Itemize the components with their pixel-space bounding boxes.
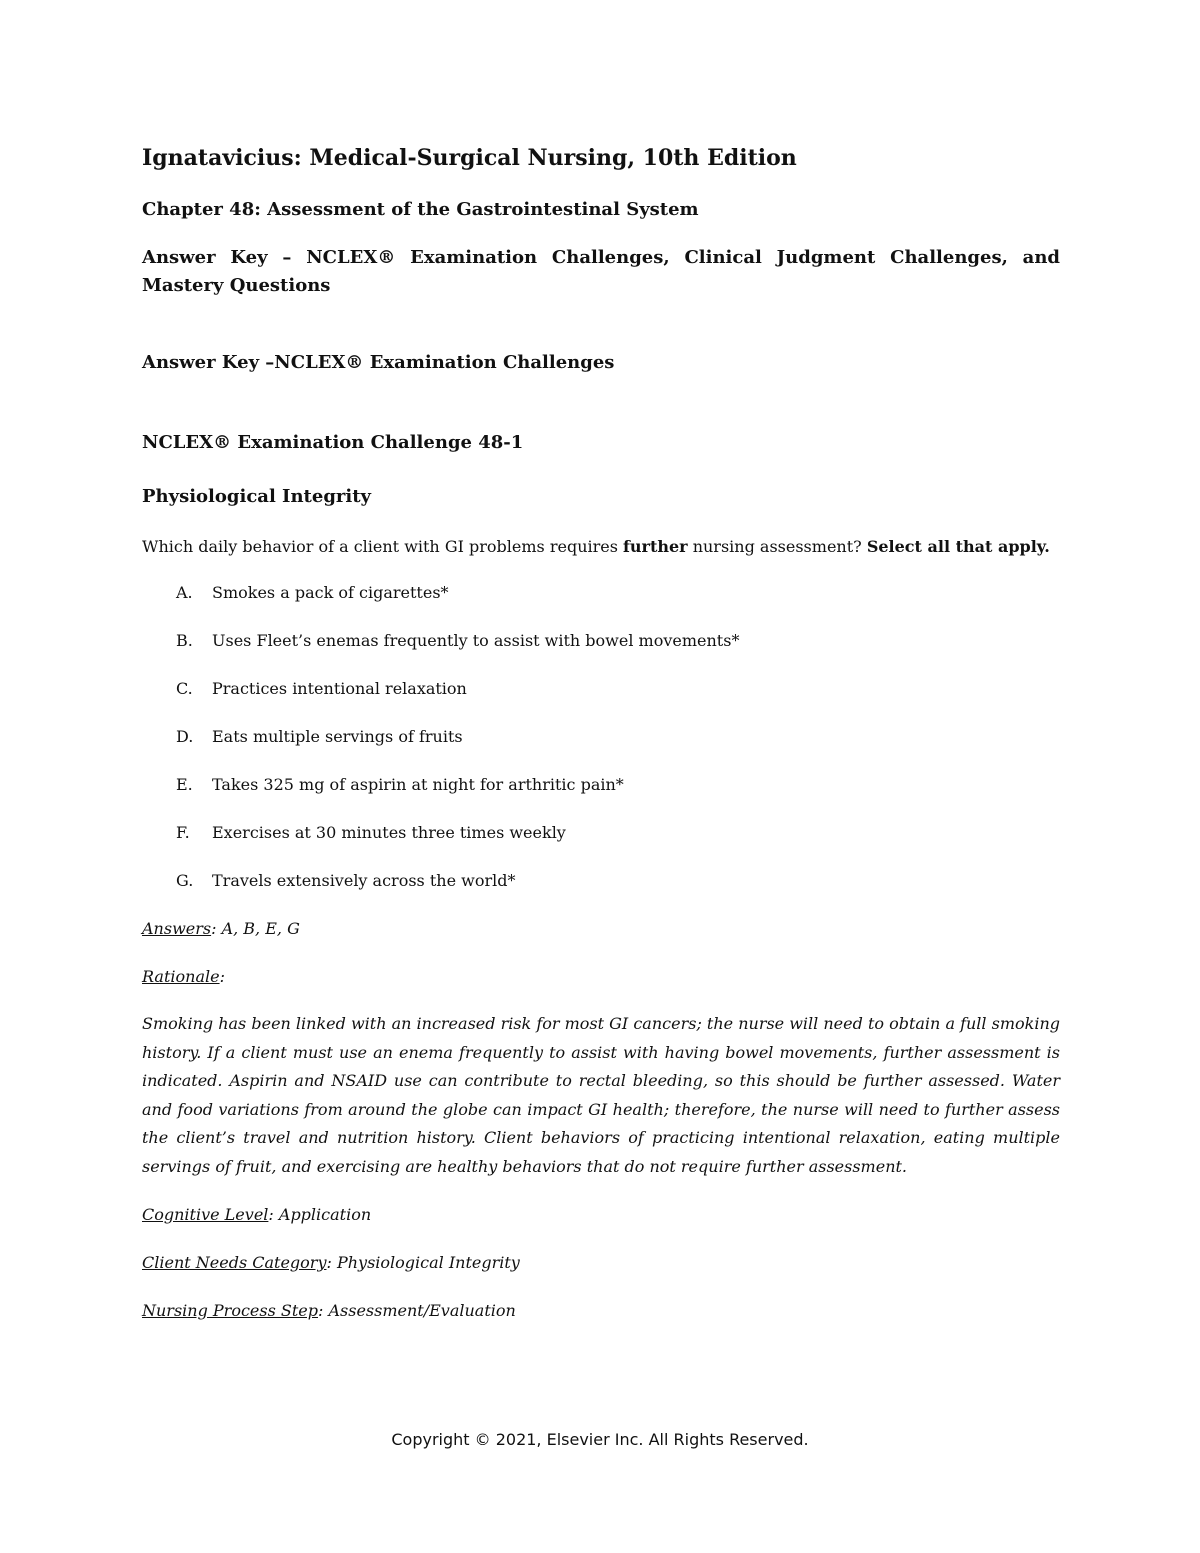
option-letter: A. xyxy=(176,583,193,602)
option-letter: F. xyxy=(176,823,190,842)
option-c xyxy=(142,675,1060,703)
option-text: Practices intentional relaxation xyxy=(212,679,467,698)
section-title: Answer Key –NCLEX® Examination Challenges xyxy=(142,352,615,373)
option-f xyxy=(142,819,1060,847)
question-part2: nursing assessment? xyxy=(687,537,867,556)
nursing-process-line xyxy=(142,1297,1060,1325)
option-text: Smokes a pack of cigarettes* xyxy=(212,583,449,602)
option-e xyxy=(142,771,1060,799)
copyright-footer: Copyright © 2021, Elsevier Inc. All Rights Reserved. xyxy=(391,1430,809,1449)
option-g xyxy=(142,867,1060,895)
question-text xyxy=(142,533,1060,561)
option-letter: C. xyxy=(176,679,193,698)
cognitive-level-label: Cognitive Level xyxy=(142,1205,269,1224)
answers-line xyxy=(142,915,1060,943)
rationale-label: Rationale xyxy=(142,967,220,986)
question-part1: Which daily behavior of a client with GI problems requires xyxy=(142,537,624,556)
option-letter: E. xyxy=(176,775,193,794)
nursing-process-value: : Assessment/Evaluation xyxy=(318,1301,516,1320)
cognitive-level-line xyxy=(142,1201,1060,1229)
option-text: Travels extensively across the world* xyxy=(212,871,516,890)
document-content xyxy=(142,140,1060,1325)
client-needs-value: : Physiological Integrity xyxy=(326,1253,520,1272)
cognitive-level-value: : Application xyxy=(268,1205,372,1224)
option-text: Takes 325 mg of aspirin at night for arthritic pain* xyxy=(212,775,624,794)
challenge-title: NCLEX® Examination Challenge 48-1 xyxy=(142,432,524,453)
book-title: Ignatavicius: Medical-Surgical Nursing, 10th Edition xyxy=(142,145,797,171)
chapter-title: Chapter 48: Assessment of the Gastrointestinal System xyxy=(142,199,699,220)
answer-options xyxy=(142,579,1060,895)
question-emphasis-select-all: Select all that apply. xyxy=(866,537,1050,556)
option-a xyxy=(142,579,1060,607)
client-needs-label: Client Needs Category xyxy=(142,1253,327,1272)
answer-key-title: Answer Key – NCLEX® Examination Challenges, Clinical Judgment Challenges, and Mastery Questions xyxy=(142,247,1060,296)
question-emphasis-further: further xyxy=(623,537,688,556)
rationale-suffix: : xyxy=(219,967,225,986)
option-text: Eats multiple servings of fruits xyxy=(212,727,463,746)
option-text: Uses Fleet’s enemas frequently to assist with bowel movements* xyxy=(212,631,740,650)
rationale-text: Smoking has been linked with an increased risk for most GI cancers; the nurse will need to obtain a full smoking history. If a client must use an enema frequently to assist with having bowel movements, further assessment is indicated. Aspirin and NSAID use can contribute to rectal bleeding, so this should be further assessed. Water and food variations from around the globe can impact GI health; therefore, the nurse will need to further assess the client’s travel and nutrition history. Client behaviors of practicing intentional relaxation, eating multiple servings of fruit, and exercising are healthy behaviors that do not require further assessment. xyxy=(142,1014,1060,1176)
option-d xyxy=(142,723,1060,751)
rationale-heading xyxy=(142,963,1060,991)
option-letter: B. xyxy=(176,631,193,650)
answers-value: : A, B, E, G xyxy=(211,919,300,938)
nursing-process-label: Nursing Process Step xyxy=(142,1301,318,1320)
option-letter: G. xyxy=(176,871,194,890)
option-letter: D. xyxy=(176,727,194,746)
option-text: Exercises at 30 minutes three times weekly xyxy=(212,823,566,842)
option-b xyxy=(142,627,1060,655)
category-title: Physiological Integrity xyxy=(142,486,372,507)
client-needs-line xyxy=(142,1249,1060,1277)
answers-label: Answers xyxy=(142,919,212,938)
